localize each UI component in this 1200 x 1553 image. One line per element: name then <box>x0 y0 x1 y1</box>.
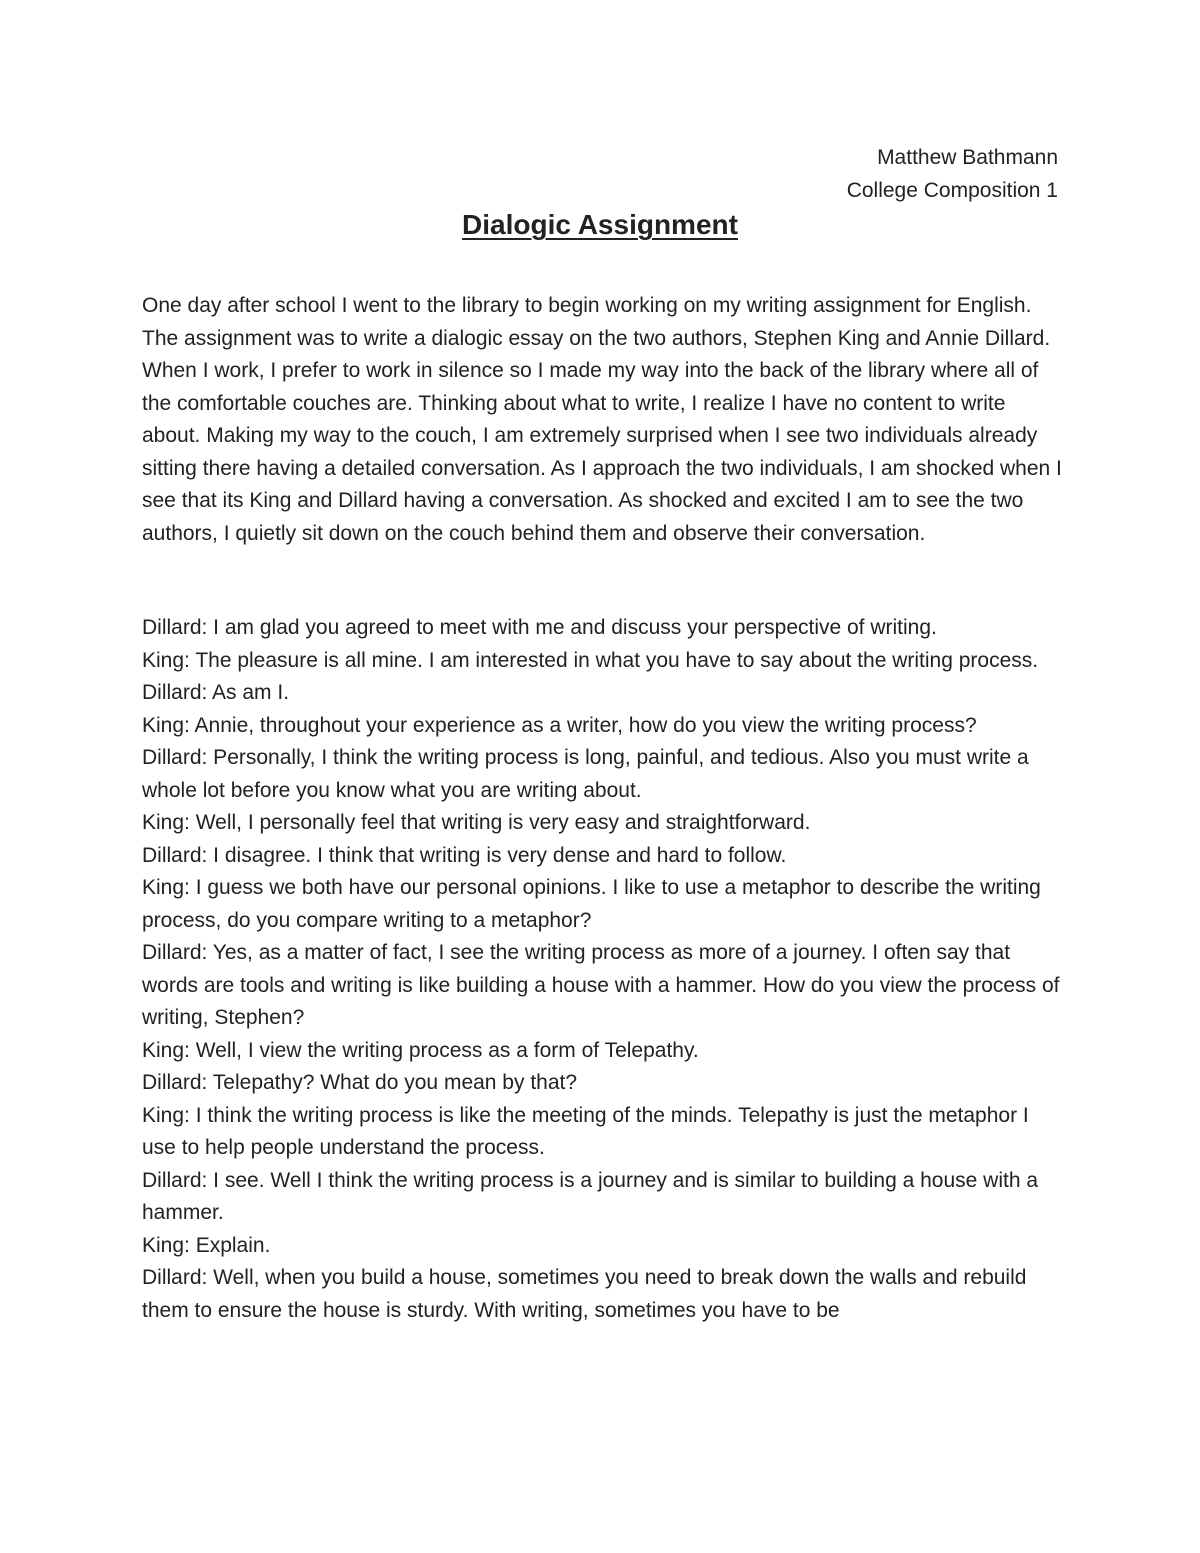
dialogue-line: King: I think the writing process is like the meeting of the minds. Telepathy is just the metaphor I use to help people understand the process. <box>142 1103 1029 1159</box>
author-name: Matthew Bathmann <box>877 146 1058 169</box>
dialogue-line: King: Explain. <box>142 1233 271 1257</box>
document-title: Dialogic Assignment <box>462 209 738 240</box>
header-block <box>847 142 1058 207</box>
dialogue-line: Dillard: As am I. <box>142 681 290 704</box>
dialogue-line: Dillard: I am glad you agreed to meet with me and discuss your perspective of writing. <box>142 616 937 639</box>
dialogue-list <box>142 612 1062 1327</box>
dialogue-line: Dillard: Telepathy? What do you mean by that? <box>142 1071 578 1094</box>
dialogue-line: King: I guess we both have our personal opinions. I like to use a metaphor to describe the writing process, do you compare writing to a metaphor? <box>142 876 1041 932</box>
dialogue-line: King: Annie, throughout your experience as a writer, how do you view the writing process? <box>142 713 977 737</box>
dialogue-line: King: Well, I view the writing process as a form of Telepathy. <box>142 1038 699 1062</box>
intro-paragraph: One day after school I went to the library to begin working on my writing assignment for English. The assignment was to write a dialogic essay on the two authors, Stephen King and Annie Dillard. When I work, I prefer to work in silence so I made my way into the back of the library where all of the comfortable couches are. Thinking about what to write, I realize I have no content to write about. Making my way to the couch, I am extremely surprised when I see two individuals already sitting there having a detailed conversation. As I approach the two individuals, I am shocked when I see that its King and Dillard having a conversation. As shocked and excited I am to see the two authors, I quietly sit down on the couch behind them and observe their conversation. <box>142 294 1062 545</box>
dialogue-line: King: The pleasure is all mine. I am interested in what you have to say about the writing process. <box>142 648 1039 672</box>
dialogue-line: King: Well, I personally feel that writing is very easy and straightforward. <box>142 811 811 834</box>
dialogue-line: Dillard: Personally, I think the writing process is long, painful, and tedious. Also you must write a whole lot before you know what you are writing about. <box>142 746 1029 802</box>
dialogue-line: Dillard: Yes, as a matter of fact, I see the writing process as more of a journey. I often say that words are tools and writing is like building a house with a hammer. How do you view the process of writing, Stephen? <box>142 941 1060 1029</box>
dialogue-line: Dillard: I disagree. I think that writing is very dense and hard to follow. <box>142 843 787 867</box>
dialogue-line: Dillard: Well, when you build a house, sometimes you need to break down the walls and rebuild them to ensure the house is sturdy. With writing, sometimes you have to be <box>142 1266 1027 1322</box>
dialogue-line: Dillard: I see. Well I think the writing process is a journey and is similar to building a house with a hammer. <box>142 1168 1039 1224</box>
course-name: College Composition 1 <box>846 178 1058 202</box>
